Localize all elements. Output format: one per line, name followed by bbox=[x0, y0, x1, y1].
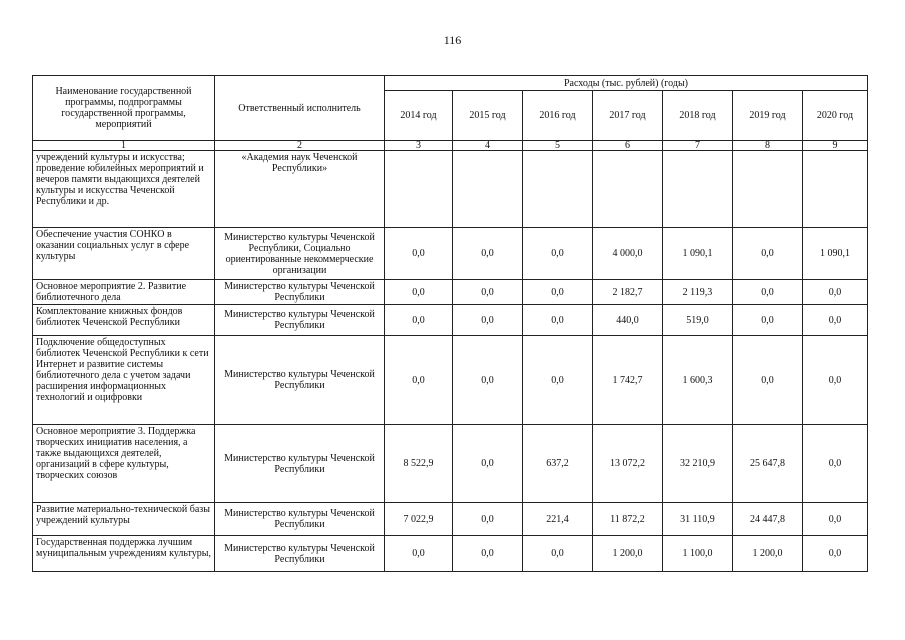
row-value-cell: 0,0 bbox=[523, 305, 593, 336]
row-value-cell bbox=[733, 151, 803, 228]
row-value-cell: 1 090,1 bbox=[803, 228, 868, 280]
table-row bbox=[33, 503, 868, 536]
row-executor-cell: Министерство культуры Чеченской Республики, Социально ориентированные некоммерческие организации bbox=[215, 228, 385, 280]
row-value-cell: 2 119,3 bbox=[663, 280, 733, 305]
row-executor-cell: Министерство культуры Чеченской Республики bbox=[215, 425, 385, 503]
row-value-cell: 0,0 bbox=[453, 280, 523, 305]
header-year: 2015 год bbox=[453, 91, 523, 141]
table-row bbox=[33, 336, 868, 425]
row-value-cell: 0,0 bbox=[733, 305, 803, 336]
row-value-cell: 0,0 bbox=[385, 280, 453, 305]
row-value-cell: 0,0 bbox=[803, 280, 868, 305]
row-value-cell bbox=[803, 151, 868, 228]
row-value-cell: 11 872,2 bbox=[593, 503, 663, 536]
row-value-cell: 7 022,9 bbox=[385, 503, 453, 536]
row-name-cell: Основное мероприятие 2. Развитие библиотечного дела bbox=[33, 280, 215, 305]
table-row bbox=[33, 425, 868, 503]
column-index-cell: 1 bbox=[33, 141, 215, 151]
row-value-cell: 4 000,0 bbox=[593, 228, 663, 280]
row-value-cell: 1 742,7 bbox=[593, 336, 663, 425]
row-value-cell: 32 210,9 bbox=[663, 425, 733, 503]
table-row bbox=[33, 151, 868, 228]
row-value-cell: 0,0 bbox=[453, 503, 523, 536]
row-executor-cell: Министерство культуры Чеченской Республики bbox=[215, 503, 385, 536]
row-value-cell: 0,0 bbox=[453, 536, 523, 572]
budget-table bbox=[32, 75, 868, 572]
row-executor-cell: «Академия наук Чеченской Республики» bbox=[215, 151, 385, 228]
row-value-cell: 1 100,0 bbox=[663, 536, 733, 572]
row-name-cell: Государственная поддержка лучшим муниципальным учреждениям культуры, bbox=[33, 536, 215, 572]
row-value-cell: 0,0 bbox=[385, 536, 453, 572]
header-year: 2016 год bbox=[523, 91, 593, 141]
row-name-cell: Основное мероприятие 3. Поддержка творческих инициатив населения, а также выдающихся деятелей, организаций в сфере культуры, творческих союзов bbox=[33, 425, 215, 503]
row-name-cell: Комплектование книжных фондов библиотек Чеченской Республики bbox=[33, 305, 215, 336]
row-value-cell: 0,0 bbox=[385, 228, 453, 280]
header-executor-column: Ответственный исполнитель bbox=[215, 76, 385, 141]
column-index-cell: 7 bbox=[663, 141, 733, 151]
table-body bbox=[33, 151, 868, 572]
column-index-cell: 5 bbox=[523, 141, 593, 151]
row-value-cell: 24 447,8 bbox=[733, 503, 803, 536]
column-index-cell: 4 bbox=[453, 141, 523, 151]
row-name-cell: Подключение общедоступных библиотек Чеченской Республики к сети Интернет и развитие системы библиотечного дела с учетом задачи расширения информационных технологий и оцифровки bbox=[33, 336, 215, 425]
row-value-cell: 0,0 bbox=[523, 536, 593, 572]
row-executor-cell: Министерство культуры Чеченской Республики bbox=[215, 336, 385, 425]
row-value-cell bbox=[663, 151, 733, 228]
row-value-cell: 0,0 bbox=[385, 305, 453, 336]
row-value-cell: 1 200,0 bbox=[593, 536, 663, 572]
row-value-cell: 0,0 bbox=[803, 336, 868, 425]
row-value-cell: 1 200,0 bbox=[733, 536, 803, 572]
row-value-cell: 13 072,2 bbox=[593, 425, 663, 503]
table-row bbox=[33, 536, 868, 572]
row-name-cell: Развитие материально-технической базы учреждений культуры bbox=[33, 503, 215, 536]
row-value-cell: 0,0 bbox=[453, 425, 523, 503]
row-value-cell: 0,0 bbox=[453, 228, 523, 280]
column-index-cell: 6 bbox=[593, 141, 663, 151]
header-name-column: Наименование государственной программы, подпрограммы государственной программы, мероприятий bbox=[33, 76, 215, 141]
header-expenses-group: Расходы (тыс. рублей) (годы) bbox=[385, 76, 868, 91]
row-value-cell: 440,0 bbox=[593, 305, 663, 336]
row-value-cell: 1 600,3 bbox=[663, 336, 733, 425]
row-value-cell: 8 522,9 bbox=[385, 425, 453, 503]
row-value-cell: 0,0 bbox=[453, 336, 523, 425]
row-value-cell: 0,0 bbox=[733, 336, 803, 425]
row-value-cell: 0,0 bbox=[803, 425, 868, 503]
row-name-cell: Обеспечение участия СОНКО в оказании социальных услуг в сфере культуры bbox=[33, 228, 215, 280]
row-value-cell: 0,0 bbox=[803, 503, 868, 536]
row-value-cell: 0,0 bbox=[733, 280, 803, 305]
row-value-cell: 637,2 bbox=[523, 425, 593, 503]
row-executor-cell: Министерство культуры Чеченской Республики bbox=[215, 536, 385, 572]
page-number: 116 bbox=[443, 33, 462, 47]
row-value-cell: 0,0 bbox=[803, 536, 868, 572]
row-value-cell bbox=[453, 151, 523, 228]
column-index-cell: 9 bbox=[803, 141, 868, 151]
row-value-cell bbox=[385, 151, 453, 228]
table-header bbox=[33, 76, 868, 151]
column-index-row bbox=[33, 141, 868, 151]
row-value-cell: 25 647,8 bbox=[733, 425, 803, 503]
row-value-cell: 0,0 bbox=[453, 305, 523, 336]
row-executor-cell: Министерство культуры Чеченской Республики bbox=[215, 280, 385, 305]
row-value-cell bbox=[523, 151, 593, 228]
row-value-cell: 0,0 bbox=[385, 336, 453, 425]
row-value-cell: 2 182,7 bbox=[593, 280, 663, 305]
header-year: 2017 год bbox=[593, 91, 663, 141]
table-row bbox=[33, 228, 868, 280]
row-value-cell: 1 090,1 bbox=[663, 228, 733, 280]
column-index-cell: 2 bbox=[215, 141, 385, 151]
row-name-cell: учреждений культуры и искусства; проведение юбилейных мероприятий и вечеров памяти выдающихся деятелей культуры и искусства Чеченской Республики и др. bbox=[33, 151, 215, 228]
row-value-cell: 519,0 bbox=[663, 305, 733, 336]
row-value-cell: 0,0 bbox=[733, 228, 803, 280]
table-row bbox=[33, 305, 868, 336]
header-year: 2019 год bbox=[733, 91, 803, 141]
row-value-cell: 31 110,9 bbox=[663, 503, 733, 536]
header-year: 2020 год bbox=[803, 91, 868, 141]
header-year: 2018 год bbox=[663, 91, 733, 141]
table-row bbox=[33, 280, 868, 305]
row-value-cell: 0,0 bbox=[523, 280, 593, 305]
row-value-cell bbox=[593, 151, 663, 228]
row-value-cell: 221,4 bbox=[523, 503, 593, 536]
row-value-cell: 0,0 bbox=[803, 305, 868, 336]
row-value-cell: 0,0 bbox=[523, 336, 593, 425]
column-index-cell: 8 bbox=[733, 141, 803, 151]
row-value-cell: 0,0 bbox=[523, 228, 593, 280]
header-year: 2014 год bbox=[385, 91, 453, 141]
column-index-cell: 3 bbox=[385, 141, 453, 151]
row-executor-cell: Министерство культуры Чеченской Республики bbox=[215, 305, 385, 336]
